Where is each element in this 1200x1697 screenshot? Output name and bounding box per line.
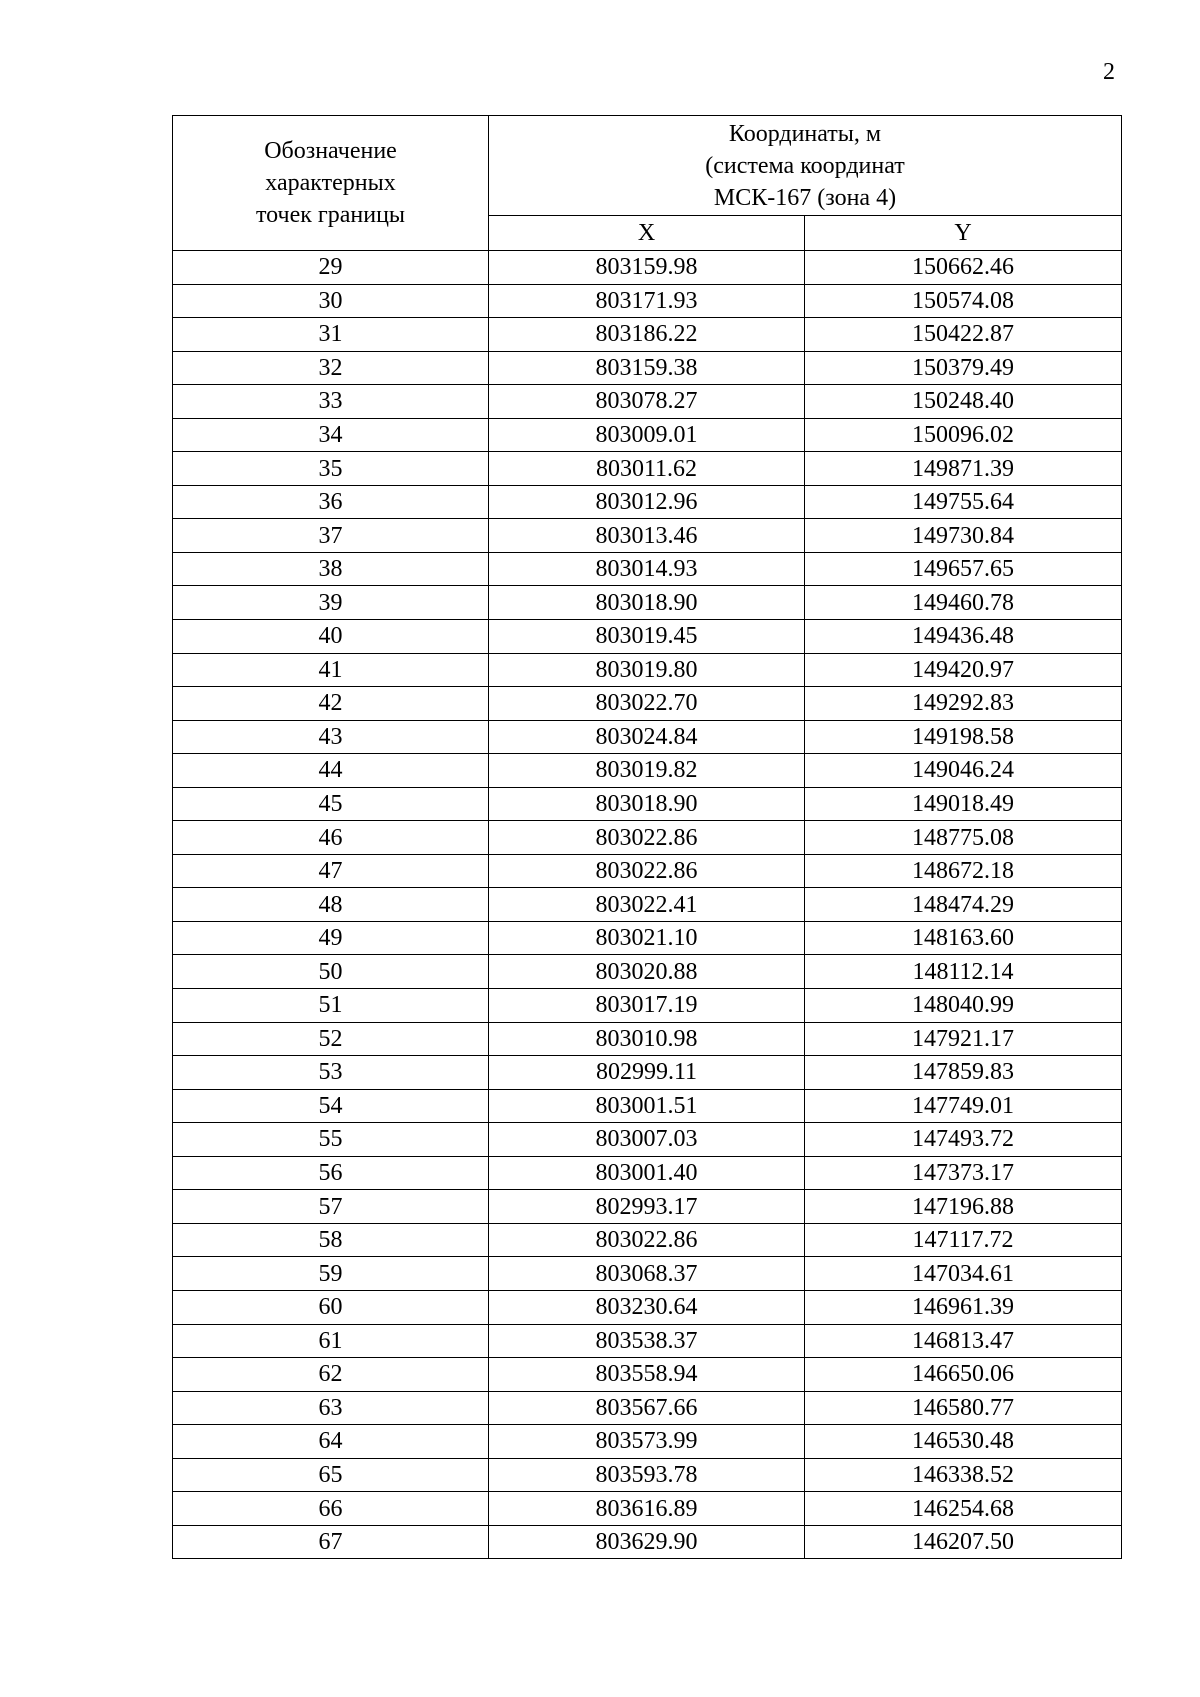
y-coordinate-cell: 149730.84 [805,519,1122,553]
y-coordinate-cell: 149420.97 [805,653,1122,687]
point-id-cell: 30 [173,284,489,318]
point-id-cell: 42 [173,687,489,721]
point-id-cell: 57 [173,1190,489,1224]
point-id-cell: 58 [173,1223,489,1257]
y-coordinate-cell: 148163.60 [805,921,1122,955]
table-row [173,1492,1122,1526]
y-coordinate-cell: 150662.46 [805,251,1122,285]
table-row [173,485,1122,519]
y-coordinate-cell: 148112.14 [805,955,1122,989]
table-row [173,418,1122,452]
point-id-cell: 53 [173,1056,489,1090]
point-id-cell: 35 [173,452,489,486]
point-id-cell: 46 [173,821,489,855]
x-header: X [489,216,805,251]
y-coordinate-cell: 150096.02 [805,418,1122,452]
point-id-cell: 65 [173,1458,489,1492]
y-coordinate-cell: 147373.17 [805,1156,1122,1190]
x-coordinate-cell: 803018.90 [489,586,805,620]
y-coordinate-cell: 147034.61 [805,1257,1122,1291]
point-label-header: Обозначение характерных точек границы [173,116,489,251]
x-coordinate-cell: 803593.78 [489,1458,805,1492]
x-coordinate-cell: 803171.93 [489,284,805,318]
y-coordinate-cell: 148775.08 [805,821,1122,855]
x-coordinate-cell: 803017.19 [489,989,805,1023]
y-coordinate-cell: 147196.88 [805,1190,1122,1224]
x-coordinate-cell: 803024.84 [489,720,805,754]
table-row [173,1089,1122,1123]
table-row [173,1458,1122,1492]
table-row [173,653,1122,687]
point-id-cell: 33 [173,385,489,419]
point-id-cell: 54 [173,1089,489,1123]
point-id-cell: 37 [173,519,489,553]
x-coordinate-cell: 803001.51 [489,1089,805,1123]
point-id-cell: 63 [173,1391,489,1425]
x-coordinate-cell: 803022.86 [489,1223,805,1257]
y-coordinate-cell: 146813.47 [805,1324,1122,1358]
x-coordinate-cell: 803012.96 [489,485,805,519]
table-row [173,552,1122,586]
point-id-cell: 49 [173,921,489,955]
y-coordinate-cell: 149018.49 [805,787,1122,821]
x-coordinate-cell: 803020.88 [489,955,805,989]
y-coordinate-cell: 149436.48 [805,620,1122,654]
y-coordinate-cell: 149046.24 [805,754,1122,788]
table-row [173,1257,1122,1291]
y-coordinate-cell: 149657.65 [805,552,1122,586]
y-coordinate-cell: 148040.99 [805,989,1122,1023]
y-coordinate-cell: 146961.39 [805,1290,1122,1324]
y-coordinate-cell: 146580.77 [805,1391,1122,1425]
point-id-cell: 56 [173,1156,489,1190]
x-coordinate-cell: 802993.17 [489,1190,805,1224]
x-coordinate-cell: 803078.27 [489,385,805,419]
table-row [173,1022,1122,1056]
x-coordinate-cell: 803538.37 [489,1324,805,1358]
table-row [173,1290,1122,1324]
y-coordinate-cell: 149198.58 [805,720,1122,754]
y-coordinate-cell: 149460.78 [805,586,1122,620]
y-coordinate-cell: 147921.17 [805,1022,1122,1056]
point-id-cell: 34 [173,418,489,452]
y-coordinate-cell: 150248.40 [805,385,1122,419]
x-coordinate-cell: 803230.64 [489,1290,805,1324]
point-id-cell: 67 [173,1525,489,1559]
y-coordinate-cell: 148672.18 [805,854,1122,888]
table-row [173,787,1122,821]
table-row [173,519,1122,553]
table-row [173,687,1122,721]
x-coordinate-cell: 803018.90 [489,787,805,821]
table-row [173,620,1122,654]
table-row [173,1056,1122,1090]
table-row [173,1358,1122,1392]
y-coordinate-cell: 147859.83 [805,1056,1122,1090]
y-coordinate-cell: 146207.50 [805,1525,1122,1559]
y-coordinate-cell: 147493.72 [805,1123,1122,1157]
x-coordinate-cell: 803009.01 [489,418,805,452]
y-coordinate-cell: 146254.68 [805,1492,1122,1526]
table-row [173,385,1122,419]
x-coordinate-cell: 803558.94 [489,1358,805,1392]
x-coordinate-cell: 803022.41 [489,888,805,922]
header-row [173,116,1122,216]
table-row [173,586,1122,620]
table-row [173,1190,1122,1224]
x-coordinate-cell: 803013.46 [489,519,805,553]
y-coordinate-cell: 147749.01 [805,1089,1122,1123]
point-id-cell: 51 [173,989,489,1023]
table-row [173,284,1122,318]
table-row [173,821,1122,855]
table-row [173,955,1122,989]
table-row [173,854,1122,888]
x-coordinate-cell: 803616.89 [489,1492,805,1526]
coordinates-header: Координаты, м (система координат МСК-167 (зона 4) [489,116,1122,216]
x-coordinate-cell: 803001.40 [489,1156,805,1190]
x-coordinate-cell: 802999.11 [489,1056,805,1090]
x-coordinate-cell: 803159.38 [489,351,805,385]
table-row [173,1391,1122,1425]
table-row [173,318,1122,352]
point-id-cell: 50 [173,955,489,989]
x-coordinate-cell: 803159.98 [489,251,805,285]
point-id-cell: 45 [173,787,489,821]
point-id-cell: 39 [173,586,489,620]
table-row [173,1324,1122,1358]
point-id-cell: 62 [173,1358,489,1392]
y-coordinate-cell: 150574.08 [805,284,1122,318]
table-row [173,888,1122,922]
page-number: 2 [1103,59,1115,85]
point-id-cell: 66 [173,1492,489,1526]
coordinates-table [172,115,1122,1559]
table-row [173,754,1122,788]
y-coordinate-cell: 147117.72 [805,1223,1122,1257]
x-coordinate-cell: 803567.66 [489,1391,805,1425]
point-id-cell: 59 [173,1257,489,1291]
point-id-cell: 36 [173,485,489,519]
y-coordinate-cell: 146650.06 [805,1358,1122,1392]
x-coordinate-cell: 803019.45 [489,620,805,654]
table-row [173,921,1122,955]
y-coordinate-cell: 150379.49 [805,351,1122,385]
x-coordinate-cell: 803022.86 [489,854,805,888]
y-coordinate-cell: 146530.48 [805,1425,1122,1459]
table-row [173,720,1122,754]
x-coordinate-cell: 803011.62 [489,452,805,486]
point-id-cell: 38 [173,552,489,586]
x-coordinate-cell: 803068.37 [489,1257,805,1291]
x-coordinate-cell: 803019.80 [489,653,805,687]
table-row [173,251,1122,285]
x-coordinate-cell: 803014.93 [489,552,805,586]
point-id-cell: 44 [173,754,489,788]
point-id-cell: 61 [173,1324,489,1358]
x-coordinate-cell: 803022.86 [489,821,805,855]
y-coordinate-cell: 146338.52 [805,1458,1122,1492]
table-header [173,116,1122,251]
table-row [173,351,1122,385]
x-coordinate-cell: 803022.70 [489,687,805,721]
y-coordinate-cell: 149292.83 [805,687,1122,721]
point-id-cell: 64 [173,1425,489,1459]
y-coordinate-cell: 149755.64 [805,485,1122,519]
x-coordinate-cell: 803021.10 [489,921,805,955]
table-row [173,1223,1122,1257]
point-id-cell: 55 [173,1123,489,1157]
y-header: Y [805,216,1122,251]
table-row [173,1425,1122,1459]
x-coordinate-cell: 803007.03 [489,1123,805,1157]
table-row [173,1156,1122,1190]
point-id-cell: 60 [173,1290,489,1324]
table-body [173,251,1122,1559]
x-coordinate-cell: 803629.90 [489,1525,805,1559]
point-id-cell: 31 [173,318,489,352]
y-coordinate-cell: 149871.39 [805,452,1122,486]
point-id-cell: 29 [173,251,489,285]
x-coordinate-cell: 803019.82 [489,754,805,788]
x-coordinate-cell: 803010.98 [489,1022,805,1056]
x-coordinate-cell: 803573.99 [489,1425,805,1459]
point-id-cell: 43 [173,720,489,754]
point-id-cell: 40 [173,620,489,654]
table-row [173,1525,1122,1559]
point-id-cell: 52 [173,1022,489,1056]
point-id-cell: 48 [173,888,489,922]
table-row [173,989,1122,1023]
table-row [173,1123,1122,1157]
y-coordinate-cell: 148474.29 [805,888,1122,922]
point-id-cell: 41 [173,653,489,687]
point-id-cell: 32 [173,351,489,385]
x-coordinate-cell: 803186.22 [489,318,805,352]
y-coordinate-cell: 150422.87 [805,318,1122,352]
point-id-cell: 47 [173,854,489,888]
table-row [173,452,1122,486]
